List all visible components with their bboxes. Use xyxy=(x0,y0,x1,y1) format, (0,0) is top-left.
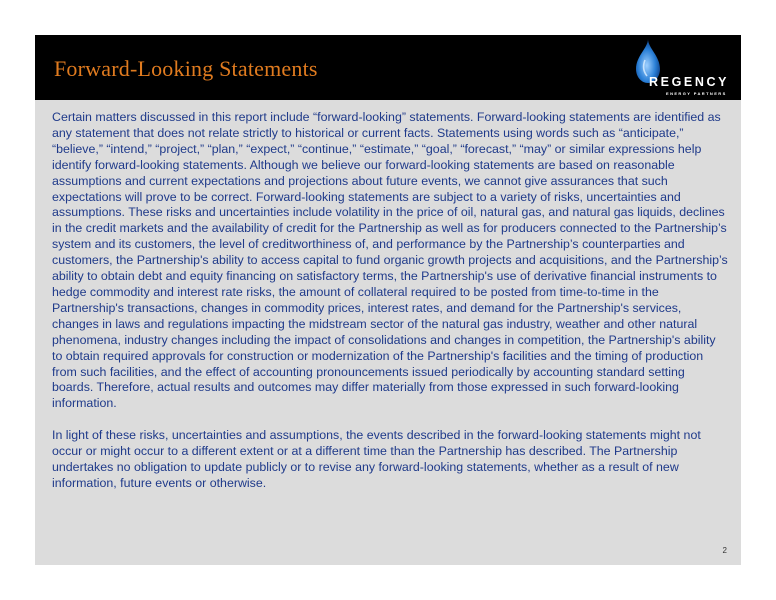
statement-paragraph-1: Certain matters discussed in this report include “forward-looking” statements. Forward-looking statements are identified as any statement that does not relate strictly to historical or current facts. Statements using words such as “anticipate,” “believe,” “intend,” “project,” “plan,” “expect,” “continue,” “estimate,” “goal,” “forecast,” “may” or similar expressions help identify forward-looking statements. Although we believe our forward-looking statements are based on reasonable assumptions and current expectations and projections about future events, we cannot give assurances that such expectations will prove to be correct. Forward-looking statements are subject to a variety of risks, uncertainties and assumptions. These risks and uncertainties include volatility in the price of oil, natural gas, and natural gas liquids, declines in the credit markets and the availability of credit for the Partnership as well as for producers connected to the Partnership’s system and its customers, the level of creditworthiness of, and performance by the Partnership’s counterparties and customers, the Partnership's ability to access capital to fund organic growth projects and acquisitions, and the Partnership’s ability to obtain debt and equity financing on satisfactory terms, the Partnership's use of derivative financial instruments to hedge commodity and interest rate risks, the amount of collateral required to be posted from time-to-time in the Partnership's transactions, changes in commodity prices, interest rates, and demand for the Partnership's services, changes in laws and regulations impacting the midstream sector of the natural gas industry, weather and other natural phenomena, industry changes including the impact of consolidations and changes in competition, the Partnership's ability to obtain required approvals for construction or modernization of the Partnership's facilities and the timing of production from such facilities, and the effect of accounting pronouncements issued periodically by accounting standard setting boards. Therefore, actual results and outcomes may differ materially from those expressed in such forward-looking information. xyxy=(52,110,728,411)
company-logo xyxy=(628,38,738,98)
logo-wordmark: REGENCY xyxy=(649,75,730,89)
page-title: Forward-Looking Statements xyxy=(54,56,318,81)
slide-header xyxy=(35,35,741,100)
logo-tagline: ENERGY PARTNERS xyxy=(666,91,727,96)
statement-paragraph-2: In light of these risks, uncertainties and assumptions, the events described in the forward-looking statements might not occur or might occur to a different extent or at a different time than the Partnership has described. The Partnership undertakes no obligation to update publicly or to revise any forward-looking statements, whether as a result of new information, future events or otherwise. xyxy=(52,428,701,490)
statement-body xyxy=(52,110,728,492)
slide xyxy=(35,35,741,565)
page-number: 2 xyxy=(722,546,727,555)
